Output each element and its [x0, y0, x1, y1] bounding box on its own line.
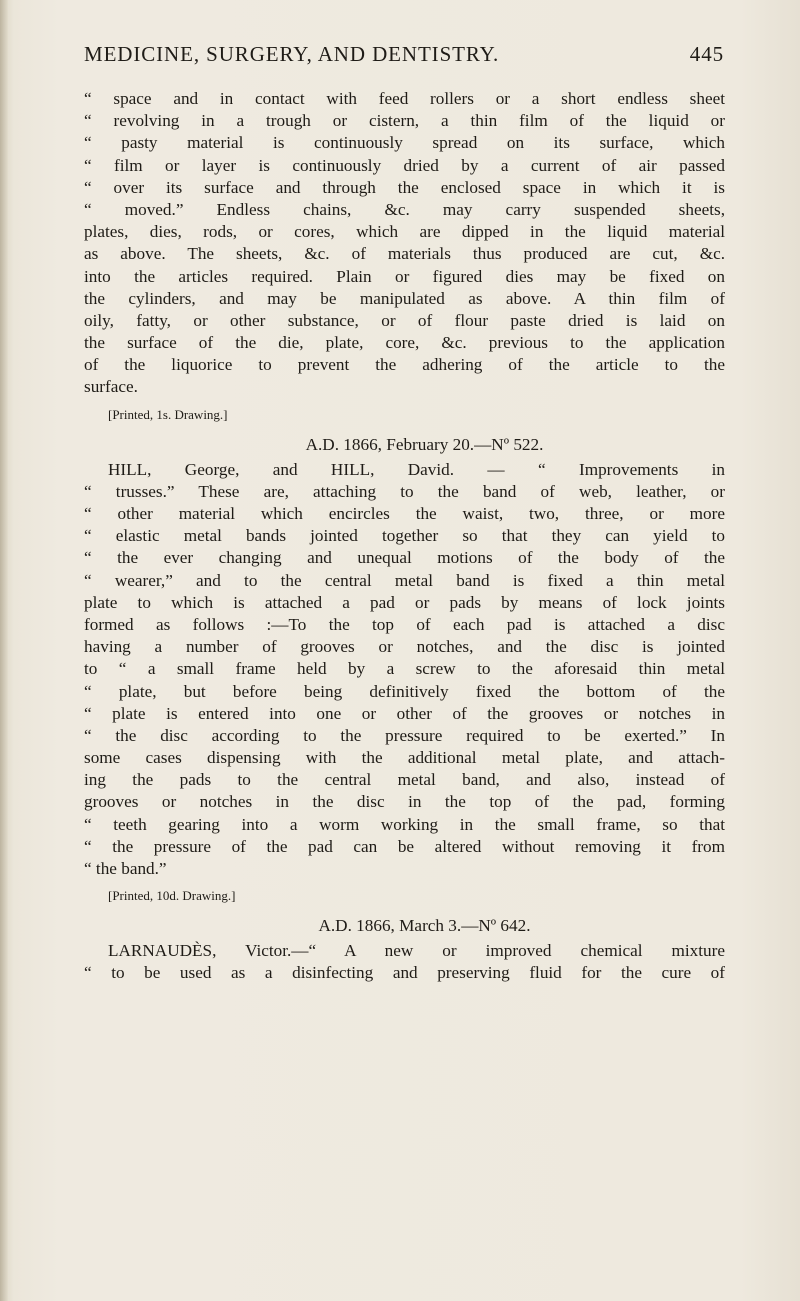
text-line: “ trusses.” These are, attaching to the band of web, leather, or	[84, 481, 725, 501]
text-line: “ to be used as a disinfecting and preserving fluid for the cure of	[84, 963, 725, 983]
text-line: “ teeth gearing into a worm working in the small frame, so that	[84, 814, 725, 834]
text-line: oily, fatty, or other substance, or of flour paste dried is laid on	[84, 310, 725, 330]
page-number: 445	[689, 42, 724, 66]
text-line: as above. The sheets, &c. of materials thus produced are cut, &c.	[84, 244, 725, 264]
text-line: “ elastic metal bands jointed together so that they can yield to	[84, 526, 725, 546]
text-line: LARNAUDÈS, Victor.—“ A new or improved chemical mixture	[108, 941, 725, 961]
entry-date-heading: A.D. 1866, March 3.—Nº 642.	[318, 916, 531, 936]
text-line: some cases dispensing with the additional metal plate, and attach-	[84, 748, 725, 768]
printed-note: [Printed, 10d. Drawing.]	[108, 888, 236, 904]
text-line: “ plate is entered into one or other of the grooves or notches in	[84, 703, 725, 723]
text-line: “ over its surface and through the enclosed space in which it is	[84, 177, 725, 197]
text-line: “ moved.” Endless chains, &c. may carry suspended sheets,	[84, 199, 725, 219]
entry-previous-continuation	[84, 88, 725, 427]
text-line: formed as follows :—To the top of each pad is attached a disc	[84, 614, 725, 634]
text-line: plate to which is attached a pad or pads by means of lock joints	[84, 592, 725, 612]
text-line: “ plate, but before being definitively fixed the bottom of the	[84, 681, 725, 701]
text-line: “ pasty material is continuously spread on its surface, which	[84, 133, 725, 153]
text-line: the surface of the die, plate, core, &c. previous to the application	[84, 333, 725, 353]
text-line: “ the ever changing and unequal motions of the body of the	[84, 548, 725, 568]
text-line: plates, dies, rods, or cores, which are dipped in the liquid material	[84, 222, 725, 242]
page-gutter-shadow	[0, 0, 8, 1301]
running-head	[84, 42, 724, 72]
text-line: of the liquorice to prevent the adhering of the article to the	[84, 355, 725, 375]
text-line: “ other material which encircles the waist, two, three, or more	[84, 504, 725, 523]
text-line: “ wearer,” and to the central metal band is fixed a thin metal	[84, 570, 725, 590]
text-line: “ the disc according to the pressure required to be exerted.” In	[84, 725, 725, 745]
text-line: having a number of grooves or notches, and the disc is jointed	[84, 637, 725, 657]
running-head-title: MEDICINE, SURGERY, AND DENTISTRY.	[84, 42, 500, 66]
text-line: surface.	[84, 377, 138, 397]
text-line: HILL, George, and HILL, David. — “ Improvements in	[108, 459, 725, 479]
text-line: “ revolving in a trough or cistern, a thin film of the liquid or	[84, 111, 725, 131]
printed-note: [Printed, 1s. Drawing.]	[108, 406, 228, 422]
entry-hill-522	[84, 433, 725, 909]
text-line: ing the pads to the central metal band, and also, instead of	[84, 770, 725, 790]
text-line: grooves or notches in the disc in the top of the pad, forming	[84, 792, 725, 812]
text-line: “ film or layer is continuously dried by a current of air passed	[84, 155, 725, 175]
text-line: “ the pressure of the pad can be altered without removing it from	[84, 836, 725, 856]
text-line: to “ a small frame held by a screw to the aforesaid thin metal	[84, 659, 725, 679]
entry-larnaudes-642	[84, 914, 725, 984]
text-line: into the articles required. Plain or figured dies may be fixed on	[84, 266, 725, 286]
entry-date-heading: A.D. 1866, February 20.—Nº 522.	[305, 434, 544, 454]
text-line: the cylinders, and may be manipulated as above. A thin film of	[84, 288, 725, 308]
page-body	[84, 88, 725, 985]
text-line: “ the band.”	[84, 859, 167, 878]
text-line: “ space and in contact with feed rollers or a short endless sheet	[84, 89, 725, 108]
